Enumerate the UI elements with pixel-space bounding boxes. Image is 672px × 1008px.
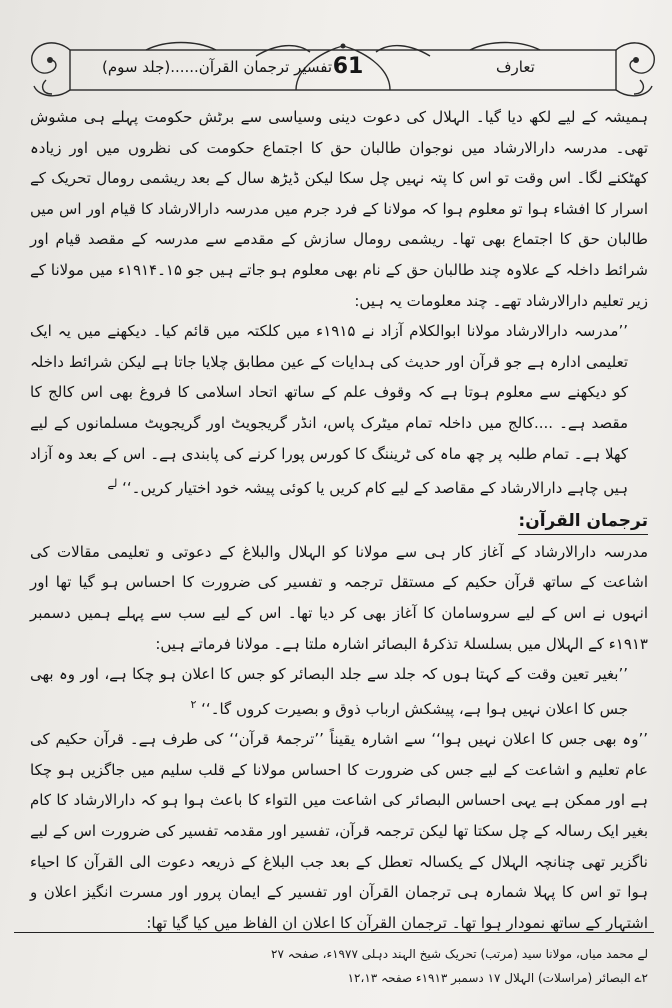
header-book-title: تفسیر ترجمان القرآن......(جلد سوم) [102, 58, 333, 76]
paragraph-3: ’’وہ بھی جس کا اعلان نہیں ہوا‘‘ سے اشارہ یقیناً ’’ترجمۂ قرآن‘‘ کی طرف ہے۔ قرآن حکیم کی عام تعلیم و اشاعت کے لیے جس کی ضرورت کا احساس مولانا کے قلب سلیم میں جاگزیں ہو چکا ہے اور ممکن ہے یہی احساس البصائر کی اشاعت میں التواء کا باعث ہوا ہو کہ دارالارشاد کا کام بغیر ایک رسالہ کے چل سکتا تھا لیکن ترجمہ قرآن، تفسیر اور مقدمہ تفسیر کی ضرورت اس کے لیے ناگزیر تھی چنانچہ الہلال کے یکسالہ تعطل کے بعد جب البلاغ کے ذریعہ دعوت الی القرآن کا احیاء ہوا تو اس کا پہلا شمارہ ہی ترجمان القرآن اور تفسیر کے ایمان پرور اور مسرت انگیز اعلان و اشتہار کے ساتھ نمودار ہوا تھا۔ ترجمان القرآن کا اعلان ان الفاظ میں کیا گیا تھا: [30, 730, 648, 932]
footnote-1: لے محمد میاں، مولانا سید (مرتب) تحریک شیخ الہند دہلی ۱۹۷۷ء، صفحہ ۲۷ [271, 947, 648, 961]
paragraph-1: ہمیشہ کے لیے لکھ دیا گیا۔ الہلال کی دعوت دینی وسیاسی سے برٹش حکومت پہلے ہی مشوش تھی۔ مدرسہ دارالارشاد میں نوجوان طالبان حق کا اجتماع حکومت کی نظروں میں اور زیادہ کھٹکنے لگا۔ اس وقت تو اس کا پتہ نہیں چل سکا لیکن ڈیڑھ سال کے بعد ریشمی رومال تحریک کے اسرار کا افشاء ہوا تو معلوم ہوا کہ مولانا کے فرد جرم میں مدرسہ دارالارشاد کا قیام اور اس میں طالبان حق کا اجتماع بھی تھا۔ ریشمی رومال سازش کے مقدمے سے مدرسہ کے مقصد قیام اور شرائط داخلہ کے علاوہ چند طالبان حق کے نام بھی معلوم ہو جاتے ہیں جو ۱۵۔۱۹۱۴ء میں مولانا کے زیر تعلیم دارالارشاد تھے۔ چند معلومات یہ ہیں: [30, 108, 648, 310]
footnote-divider [14, 932, 654, 933]
section-heading: ترجمان القرآن: [518, 508, 648, 535]
footnote-ref-2: ۲ [190, 697, 197, 711]
quote-1 [30, 316, 648, 504]
header-page-number: 61 [332, 54, 364, 79]
quote-2 [30, 659, 648, 724]
quote-1-text: ’’مدرسہ دارالارشاد مولانا ابوالکلام آزاد نے ۱۹۱۵ء میں کلکتہ میں قائم کیا۔ دیکھنے میں یہ ایک تعلیمی ادارہ ہے جو قرآن اور حدیث کی ہدایات کے عین مطابق چلایا جاتا ہے لیکن شرائط داخلہ کو دیکھنے سے معلوم ہوتا ہے کہ وقوف علم کے ساتھ اتحاد اسلامی کا فروغ بھی اس کالج کا مقصد ہے۔ ....کالج میں داخلہ تمام میٹرک پاس، انڈر گریجویٹ اور گریجویٹ مسلمانوں کے لیے کھلا ہے۔ تمام طلبہ پر چھ ماہ کی ٹریننگ کا کورس پورا کرنے کی پابندی ہے۔ اس کے بعد وہ آزاد ہیں چاہے دارالارشاد کے مقاصد کے لیے کام کریں یا کوئی پیشہ خود اختیار کریں۔‘‘ [30, 322, 628, 498]
quote-2-text: ’’بغیر تعین وقت کے کہتا ہوں کہ جلد سے جلد البصائر کو جس کا اعلان ہو چکا ہے، اور وہ بھی جس کا اعلان نہیں ہوا ہے، پیشکش ارباب ذوق و بصیرت کروں گا۔‘‘ [30, 665, 628, 718]
footnotes [30, 942, 648, 990]
page-header [26, 36, 660, 102]
paragraph-2: مدرسہ دارالارشاد کے آغاز کار ہی سے مولانا کو الہلال والبلاغ کے دعوتی و تعلیمی مقالات کی اشاعت کے ساتھ قرآن حکیم کے مستقل ترجمہ و تفسیر کی ضرورت کا احساس ہو گیا تھا اور انہوں نے اس کے لیے سروسامان کا آغاز بھی کر دیا تھا۔ اس کے لیے سب سے پہلے ہمیں دسمبر ۱۹۱۳ء کے الہلال میں بسلسلۂ تذکرۂ البصائر اشارہ ملتا ہے۔ مولانا فرماتے ہیں: [30, 542, 648, 653]
main-text [30, 102, 648, 938]
header-section-title: تعارف [496, 58, 535, 76]
footnote-2: ۲ے البصائر (مراسلات) الہلال ۱۷ دسمبر ۱۹۱۳ء صفحہ ۱۲،۱۳ [347, 971, 648, 985]
footnote-ref-1: لے [107, 477, 118, 491]
